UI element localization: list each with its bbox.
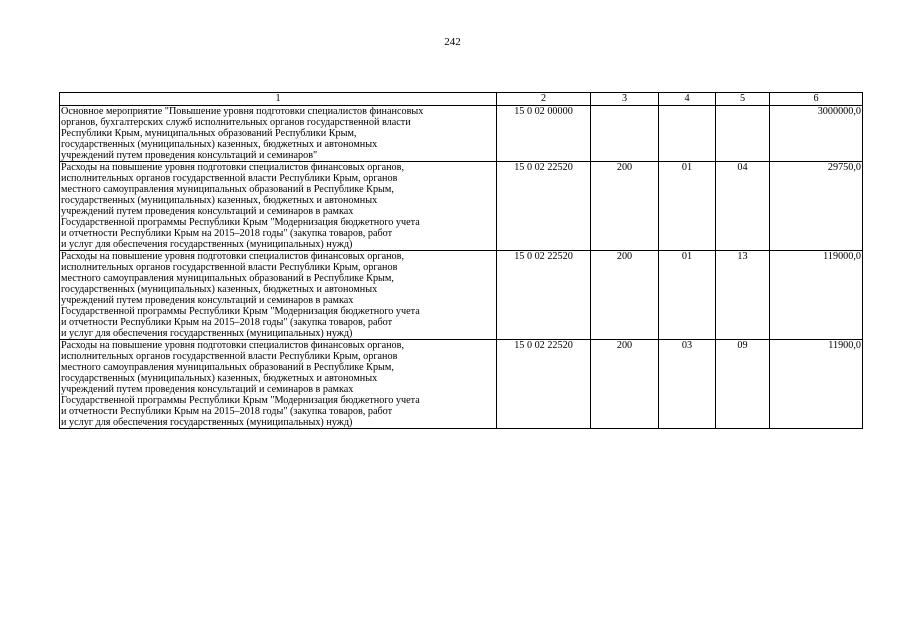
row-amount: 11900,0	[770, 340, 863, 429]
description-line: и услуг для обеспечения государственных (муниципальных) нужд)	[61, 239, 353, 250]
description-line: местного самоуправления муниципальных образований в Республике Крым,	[61, 273, 394, 284]
table-row	[60, 162, 863, 251]
row-section: 01	[659, 162, 716, 251]
row-subsection: 04	[716, 162, 770, 251]
row-expense-type: 200	[591, 340, 659, 429]
table-row	[60, 106, 863, 162]
description-line: и отчетности Республики Крым на 2015–2018 годы" (закупка товаров, работ	[61, 406, 393, 417]
description-line: государственных (муниципальных) казенных, бюджетных и автономных	[61, 139, 378, 150]
row-description	[60, 106, 497, 162]
description-line: Государственной программы Республики Крым "Модернизация бюджетного учета	[61, 306, 420, 317]
page-number: 242	[444, 36, 461, 48]
header-col-3: 3	[591, 93, 659, 106]
description-line: Расходы на повышение уровня подготовки специалистов финансовых органов,	[61, 162, 404, 173]
row-expense-type: 200	[591, 251, 659, 340]
description-line: исполнительных органов государственной власти Республики Крым, органов	[61, 173, 398, 184]
description-line: Расходы на повышение уровня подготовки специалистов финансовых органов,	[61, 340, 404, 351]
description-line: Государственной программы Республики Крым "Модернизация бюджетного учета	[61, 395, 420, 406]
description-line: учреждений путем проведения консультаций и семинаров в рамках	[61, 384, 354, 395]
description-line: органов, бухгалтерских служб исполнительных органов государственной власти	[61, 117, 411, 128]
description-line: исполнительных органов государственной власти Республики Крым, органов	[61, 351, 398, 362]
description-line: местного самоуправления муниципальных образований в Республике Крым,	[61, 362, 394, 373]
table-row	[60, 251, 863, 340]
description-line: Республики Крым, муниципальных образований Республики Крым,	[61, 128, 357, 139]
row-subsection: 13	[716, 251, 770, 340]
description-line: исполнительных органов государственной власти Республики Крым, органов	[61, 262, 398, 273]
row-target-article: 15 0 02 22520	[497, 162, 591, 251]
description-line: и услуг для обеспечения государственных (муниципальных) нужд)	[61, 417, 353, 428]
header-col-1: 1	[60, 93, 497, 106]
description-line: Расходы на повышение уровня подготовки специалистов финансовых органов,	[61, 251, 404, 262]
header-row	[60, 93, 863, 106]
table-row	[60, 340, 863, 429]
row-expense-type: 200	[591, 162, 659, 251]
header-col-5: 5	[716, 93, 770, 106]
budget-table	[59, 92, 863, 429]
description-line: и услуг для обеспечения государственных (муниципальных) нужд)	[61, 328, 353, 339]
row-description	[60, 162, 497, 251]
description-line: учреждений путем проведения консультаций и семинаров"	[61, 150, 318, 161]
row-expense-type	[591, 106, 659, 162]
row-target-article: 15 0 02 00000	[497, 106, 591, 162]
row-description	[60, 251, 497, 340]
row-section: 03	[659, 340, 716, 429]
description-line: учреждений путем проведения консультаций и семинаров в рамках	[61, 206, 354, 217]
header-col-6: 6	[770, 93, 863, 106]
description-line: местного самоуправления муниципальных образований в Республике Крым,	[61, 184, 394, 195]
row-target-article: 15 0 02 22520	[497, 251, 591, 340]
table-header	[60, 93, 863, 106]
description-line: Основное мероприятие "Повышение уровня подготовки специалистов финансовых	[61, 106, 424, 117]
row-description	[60, 340, 497, 429]
description-line: и отчетности Республики Крым на 2015–2018 годы" (закупка товаров, работ	[61, 228, 393, 239]
row-target-article: 15 0 02 22520	[497, 340, 591, 429]
row-amount: 119000,0	[770, 251, 863, 340]
header-col-2: 2	[497, 93, 591, 106]
row-section	[659, 106, 716, 162]
description-line: государственных (муниципальных) казенных, бюджетных и автономных	[61, 373, 378, 384]
row-subsection: 09	[716, 340, 770, 429]
row-section: 01	[659, 251, 716, 340]
header-col-4: 4	[659, 93, 716, 106]
row-subsection	[716, 106, 770, 162]
row-amount: 29750,0	[770, 162, 863, 251]
description-line: государственных (муниципальных) казенных, бюджетных и автономных	[61, 195, 378, 206]
description-line: учреждений путем проведения консультаций и семинаров в рамках	[61, 295, 354, 306]
description-line: и отчетности Республики Крым на 2015–2018 годы" (закупка товаров, работ	[61, 317, 393, 328]
description-line: государственных (муниципальных) казенных, бюджетных и автономных	[61, 284, 378, 295]
row-amount: 3000000,0	[770, 106, 863, 162]
description-line: Государственной программы Республики Крым "Модернизация бюджетного учета	[61, 217, 420, 228]
table-body	[60, 106, 863, 429]
